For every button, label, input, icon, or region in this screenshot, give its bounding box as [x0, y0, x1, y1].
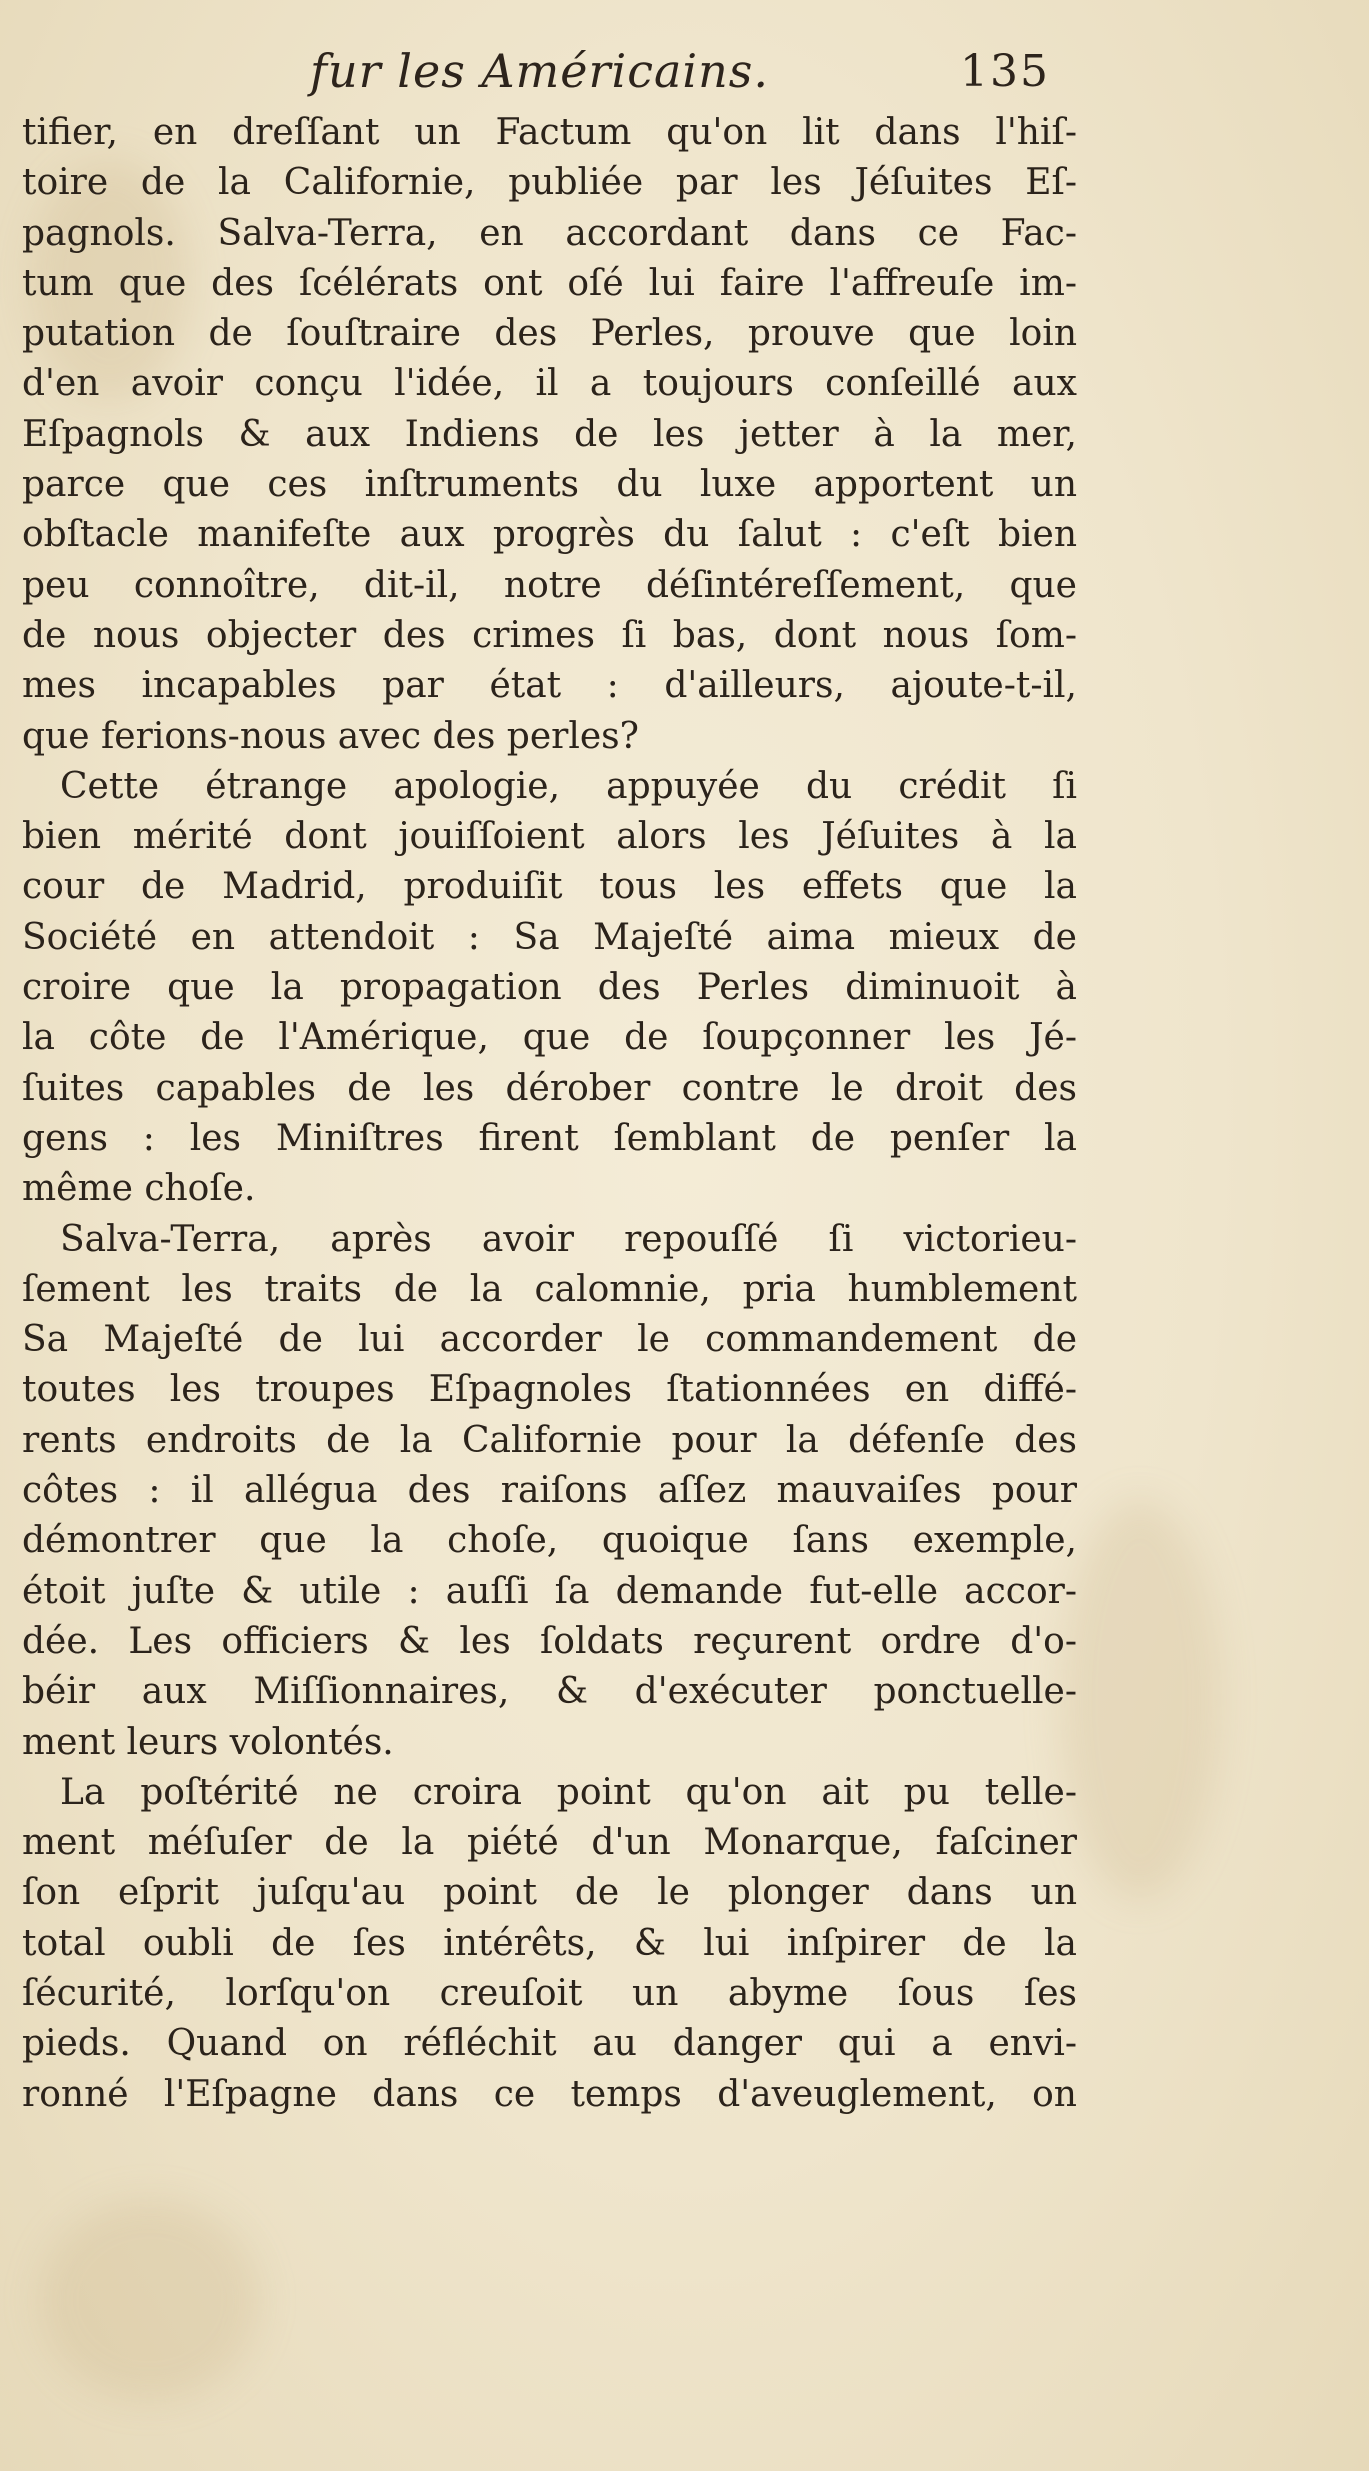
page-header	[0, 44, 1369, 114]
paper-stain	[1060, 1500, 1220, 1900]
text-line: ronné l'Eſpagne dans ce temps d'aveuglement, on	[22, 2073, 1077, 2115]
paper-stain	[40, 2200, 260, 2400]
text-line: ment méſuſer de la piété d'un Monarque, faſciner	[22, 1822, 1077, 1864]
text-line: total oubli de ſes intérêts, & lui inſpirer de la	[22, 1922, 1077, 1964]
text-line: ſécurité, lorſqu'on creuſoit un abyme ſous ſes	[22, 1972, 1077, 2014]
text-line: peu connoître, dit-il, notre déſintéreſſement, que	[22, 564, 1077, 606]
body-text	[22, 108, 1077, 2120]
text-line: d'en avoir conçu l'idée, il a toujours conſeillé aux	[22, 363, 1077, 405]
text-line: cour de Madrid, produiſit tous les effets que la	[22, 866, 1077, 908]
text-line: parce que ces inſtruments du luxe apportent un	[22, 464, 1077, 506]
text-line: dée. Les officiers & les ſoldats reçurent ordre d'o-	[22, 1620, 1077, 1662]
text-line: tifier, en dreſſant un Factum qu'on lit dans l'hiſ-	[22, 112, 1077, 153]
text-line: ſon eſprit juſqu'au point de le plonger dans un	[22, 1872, 1077, 1914]
text-line: bien mérité dont jouiſſoient alors les Jéſuites à la	[22, 816, 1077, 858]
text-line: la côte de l'Amérique, que de ſoupçonner les Jé-	[22, 1017, 1077, 1059]
text-line: mes incapables par état : d'ailleurs, ajoute-t-il,	[22, 665, 1077, 707]
text-line: toutes les troupes Eſpagnoles ſtationnées en diffé-	[22, 1369, 1077, 1411]
text-line: démontrer que la choſe, quoique ſans exemple,	[22, 1520, 1077, 1562]
text-line: ſuites capables de les dérober contre le droit des	[22, 1067, 1077, 1109]
text-line: croire que la propagation des Perles diminuoit à	[22, 967, 1077, 1009]
text-line: pieds. Quand on réfléchit au danger qui a envi-	[22, 2023, 1077, 2065]
text-line: putation de ſouſtraire des Perles, prouve que loin	[22, 313, 1077, 355]
text-line: côtes : il allégua des raiſons aſſez mauvaiſes pour	[22, 1470, 1077, 1512]
text-line: rents endroits de la Californie pour la défenſe des	[22, 1419, 1077, 1461]
page-number: 135	[960, 46, 1050, 97]
paragraph-start-line: Cette étrange apologie, appuyée du crédit ſi	[60, 765, 1077, 807]
text-line: étoit juſte & utile : auſſi ſa demande fut-elle accor-	[22, 1570, 1077, 1612]
text-line: de nous objecter des crimes ſi bas, dont nous ſom-	[22, 614, 1077, 656]
paragraph-end-line: même choſe.	[22, 1168, 256, 1210]
text-line: Société en attendoit : Sa Majeſté aima mieux de	[22, 916, 1077, 958]
paragraph-end-line: ment leurs volontés.	[22, 1721, 394, 1763]
text-line: gens : les Miniſtres firent ſemblant de penſer la	[22, 1117, 1077, 1159]
text-line: toire de la Californie, publiée par les Jéſuites Eſ-	[22, 162, 1077, 204]
paragraph-start-line: Salva-Terra, après avoir repouſſé ſi victorieu-	[60, 1218, 1077, 1260]
text-line: Sa Majeſté de lui accorder le commandement de	[22, 1319, 1077, 1361]
text-line: Eſpagnols & aux Indiens de les jetter à la mer,	[22, 413, 1077, 455]
text-line: béir aux Miſſionnaires, & d'exécuter ponctuelle-	[22, 1671, 1077, 1713]
text-line: tum que des ſcélérats ont oſé lui faire l'affreuſe im-	[22, 262, 1077, 304]
paragraph-end-line: que ferions-nous avec des perles?	[22, 715, 639, 757]
paragraph-start-line: La poſtérité ne croira point qu'on ait pu telle-	[60, 1771, 1077, 1813]
running-title: fur les Américains.	[310, 44, 769, 98]
text-line: ſement les traits de la calomnie, pria humblement	[22, 1268, 1077, 1310]
text-line: obſtacle manifeſte aux progrès du ſalut : c'eſt bien	[22, 514, 1077, 556]
text-line: pagnols. Salva-Terra, en accordant dans ce Fac-	[22, 212, 1077, 254]
